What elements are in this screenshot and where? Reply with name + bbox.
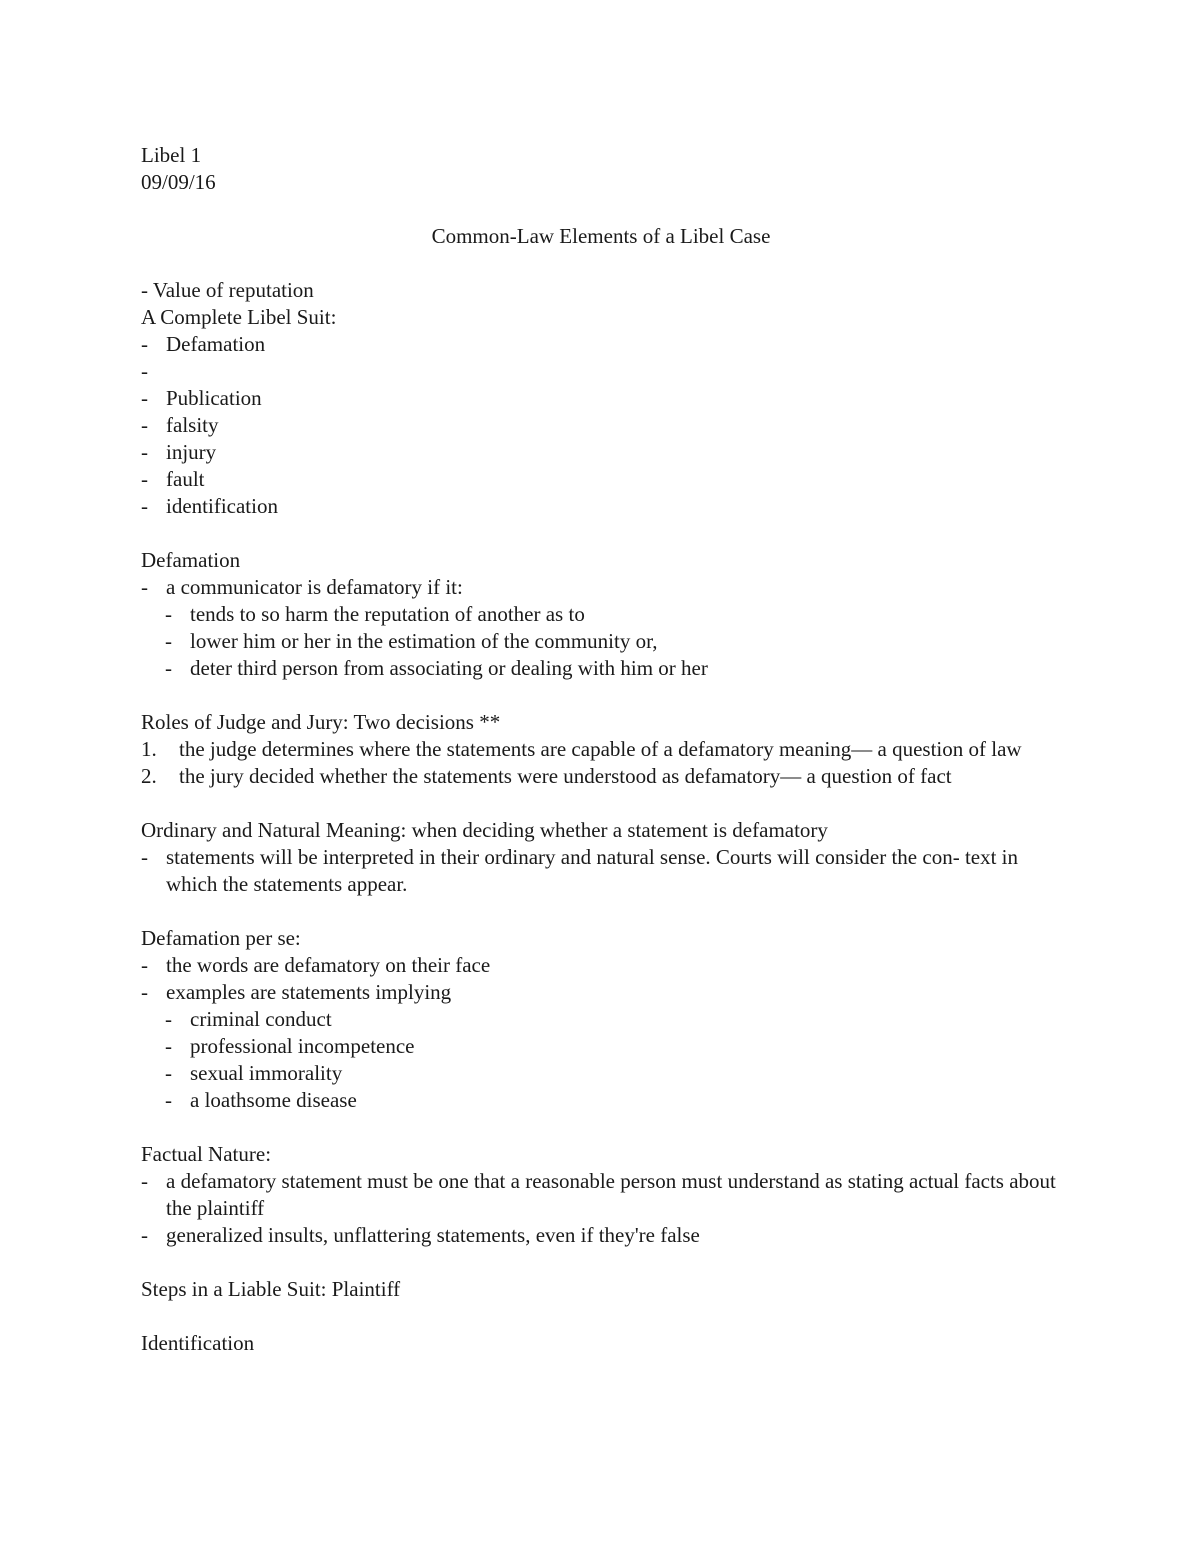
sub-list-item: - lower him or her in the estimation of the community or, [165, 629, 658, 653]
identification-heading: Identification [141, 1331, 255, 1355]
bullet-dash: - [165, 1088, 172, 1112]
bullet-dash: - [141, 845, 148, 869]
list-item: - a defamatory statement must be one that a reasonable person must understand as stating actual facts about the plaintiff [141, 1169, 1056, 1220]
list-item: - examples are statements implying [141, 980, 452, 1004]
bullet-dash: - [165, 656, 172, 680]
list-item: - a communicator is defamatory if it: [141, 575, 463, 599]
list-item: - falsity [141, 413, 219, 437]
bullet-dash: - [165, 1034, 172, 1058]
bullet-dash: - [141, 359, 148, 383]
course-label: Libel 1 [141, 143, 202, 167]
item-number: 1. [141, 737, 157, 761]
sub-list-item: - tends to so harm the reputation of another as to [165, 602, 585, 626]
list-item: - statements will be interpreted in their ordinary and natural sense. Courts will consider the con- text in which the statements appear. [141, 845, 1019, 896]
bullet-dash: - [141, 386, 148, 410]
bullet-dash: - [141, 332, 148, 356]
bullet-dash: - [165, 602, 172, 626]
sub-list-item: - sexual immorality [165, 1061, 343, 1085]
value-of-reputation-line: - Value of reputation [141, 278, 314, 302]
list-item: - the words are defamatory on their face [141, 953, 491, 977]
document-title: Common-Law Elements of a Libel Case [431, 224, 771, 248]
list-item: - Publication [141, 386, 262, 410]
list-item: - fault [141, 467, 205, 491]
list-item: - Defamation [141, 332, 266, 356]
list-item: - injury [141, 440, 217, 464]
per-se-heading: Defamation per se: [141, 926, 301, 950]
bullet-dash: - [141, 440, 148, 464]
bullet-dash: - [141, 953, 148, 977]
bullet-dash: - [141, 575, 148, 599]
steps-heading: Steps in a Liable Suit: Plaintiff [141, 1277, 401, 1301]
document-body [141, 142, 1061, 1357]
list-item [141, 358, 1061, 385]
bullet-dash: - [141, 494, 148, 518]
sub-list-item: - deter third person from associating or dealing with him or her [165, 656, 708, 680]
bullet-dash: - [141, 980, 148, 1004]
bullet-dash: - [141, 413, 148, 437]
bullet-dash: - [165, 629, 172, 653]
item-number: 2. [141, 764, 157, 788]
bullet-dash: - [165, 1007, 172, 1031]
bullet-dash: - [141, 1169, 148, 1193]
numbered-item: 1. the judge determines where the statements are capable of a defamatory meaning— a question of law [141, 737, 1022, 761]
ordinary-meaning-heading: Ordinary and Natural Meaning: when deciding whether a statement is defamatory [141, 818, 828, 842]
bullet-dash: - [165, 1061, 172, 1085]
bullet-dash: - [141, 1223, 148, 1247]
list-item: - identification [141, 494, 278, 518]
sub-list-item: - criminal conduct [165, 1007, 332, 1031]
factual-nature-heading: Factual Nature: [141, 1142, 272, 1166]
suit-heading: A Complete Libel Suit: [141, 305, 337, 329]
defamation-heading: Defamation [141, 548, 241, 572]
sub-list-item: - a loathsome disease [165, 1088, 357, 1112]
date-label: 09/09/16 [141, 170, 216, 194]
list-item: - generalized insults, unflattering statements, even if they're false [141, 1223, 700, 1247]
sub-list-item: - professional incompetence [165, 1034, 415, 1058]
numbered-item: 2. the jury decided whether the statements were understood as defamatory— a question of fact [141, 764, 952, 788]
roles-heading: Roles of Judge and Jury: Two decisions ** [141, 710, 501, 734]
bullet-dash: - [141, 467, 148, 491]
